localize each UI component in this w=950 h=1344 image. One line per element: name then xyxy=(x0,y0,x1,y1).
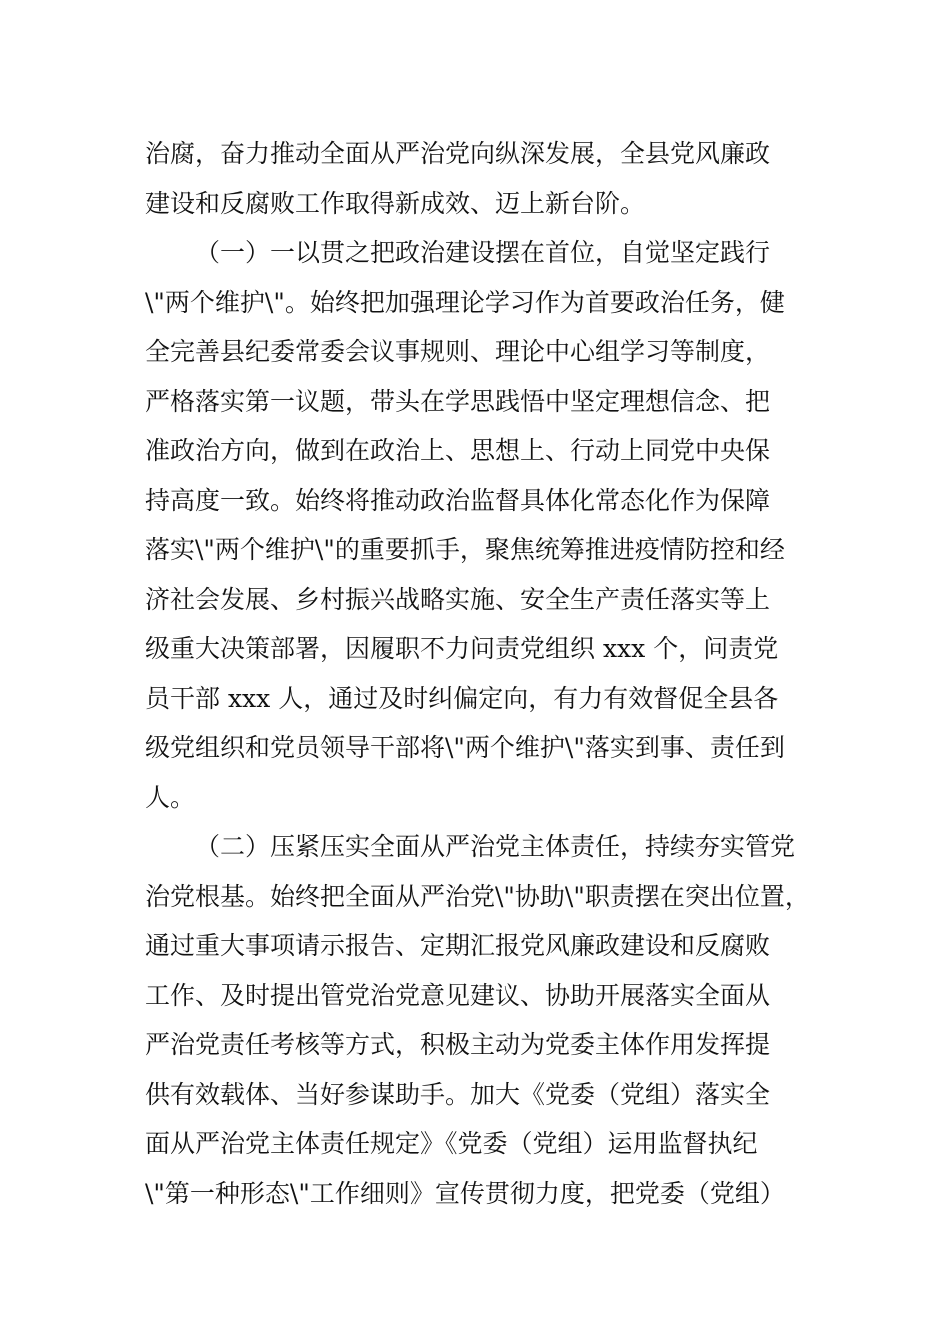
text-line: 员干部 xxx 人，通过及时纠偏定向，有力有效督促全县各 xyxy=(145,683,779,713)
text-line: 级重大决策部署，因履职不力问责党组织 xxx 个，问责党 xyxy=(145,634,779,663)
text-line: 准政治方向，做到在政治上、思想上、行动上同党中央保 xyxy=(145,436,771,465)
text-line: 通过重大事项请示报告、定期汇报党风廉政建设和反腐败 xyxy=(145,931,771,960)
text-line: 建设和反腐败工作取得新成效、迈上新台阶。 xyxy=(145,188,646,218)
text-line: 落实\"两个维护\"的重要抓手，聚焦统筹推进疫情防控和经 xyxy=(145,535,785,564)
text-line: \"两个维护\"。始终把加强理论学习作为首要政治任务，健 xyxy=(145,287,785,317)
section-heading-2: （二）压紧压实全面从严治党主体责任，持续夯实管党 xyxy=(195,832,796,861)
text-line: 人。 xyxy=(145,782,196,812)
text-line: 持高度一致。始终将推动政治监督具体化常态化作为保障 xyxy=(145,485,771,515)
text-line: 治党根基。始终把全面从严治党\"协助\"职责摆在突出位置， xyxy=(145,881,810,911)
text-line: 全完善县纪委常委会议事规则、理论中心组学习等制度， xyxy=(145,337,771,366)
text-line: 面从严治党主体责任规定》《党委（党组）运用监督执纪 xyxy=(145,1129,758,1158)
text-line: 严格落实第一议题，带头在学思践悟中坚定理想信念、把 xyxy=(145,386,771,416)
text-line: 济社会发展、乡村振兴战略实施、安全生产责任落实等上 xyxy=(145,584,771,614)
text-line: 工作、及时提出管党治党意见建议、协助开展落实全面从 xyxy=(145,980,771,1010)
text-line: \"第一种形态\"工作细则》宣传贯彻力度，把党委（党组） xyxy=(145,1178,785,1208)
text-line: 严治党责任考核等方式，积极主动为党委主体作用发挥提 xyxy=(145,1030,771,1059)
text-line: 级党组织和党员领导干部将\"两个维护\"落实到事、责任到 xyxy=(145,733,785,762)
text-line: 治腐，奋力推动全面从严治党向纵深发展，全县党风廉政 xyxy=(145,139,771,168)
section-heading-1: （一）一以贯之把政治建设摆在首位，自觉坚定践行 xyxy=(195,238,771,267)
body-text xyxy=(145,129,825,1218)
text-line: 供有效载体、当好参谋助手。加大《党委（党组）落实全 xyxy=(145,1079,771,1109)
